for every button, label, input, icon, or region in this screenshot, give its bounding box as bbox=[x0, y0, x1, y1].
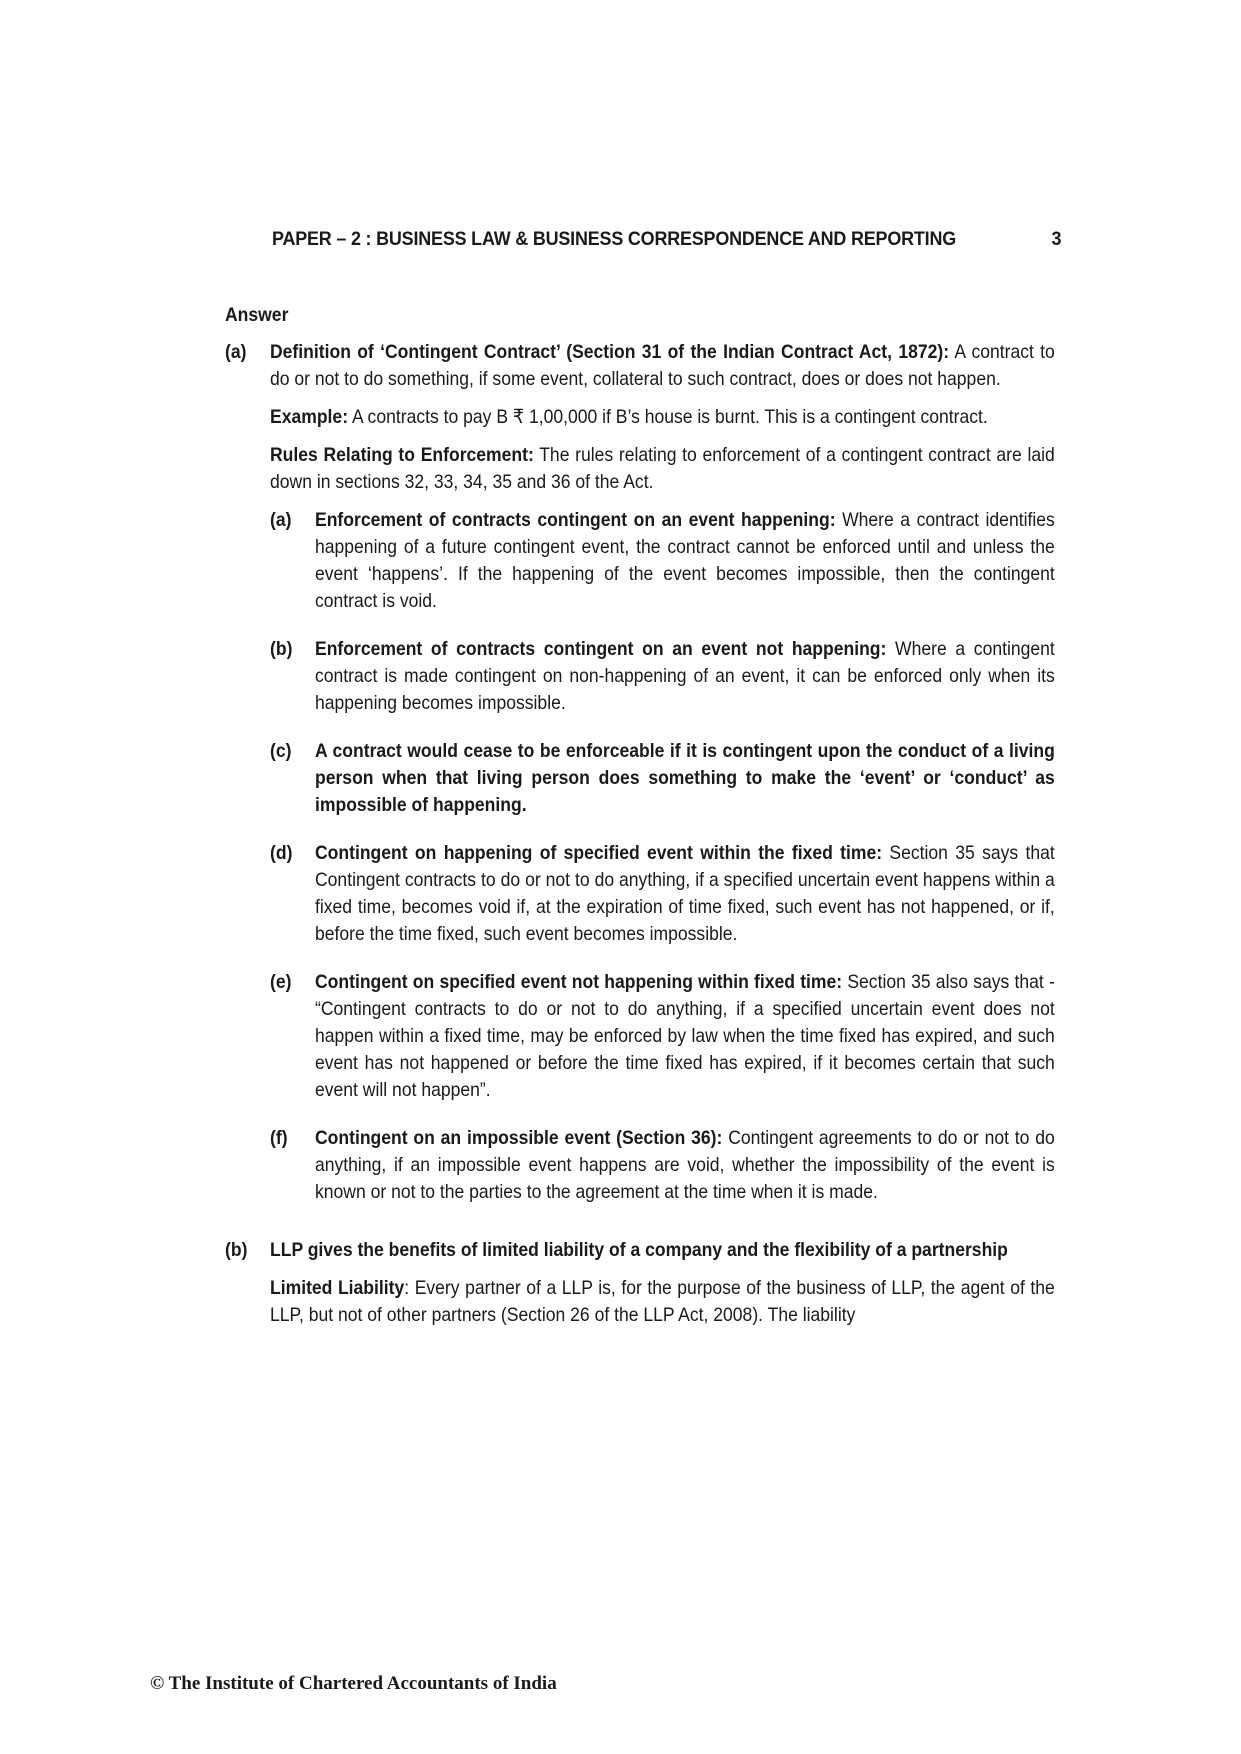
list-item bbox=[270, 1125, 1055, 1217]
list-item-text: Contingent agreements to do or not to do anything, if an impossible event happens are void, whether the impossibility of the event is known or not to the parties to the agreement at the time when it is made. bbox=[315, 1127, 1055, 1203]
list-item-text: Section 35 also says that - “Contingent contracts to do or not to do anything, if a specified uncertain event does not happen within a fixed time, may be enforced by law when the time fixed has expired, and such event has not happened or before the time fixed has expired, if it becomes certain that such event will not happen”. bbox=[315, 971, 1055, 1101]
list-item-heading: Enforcement of contracts contingent on an event not happening: bbox=[315, 638, 887, 660]
answer-heading: Answer bbox=[225, 304, 289, 326]
page-number: 3 bbox=[1051, 228, 1062, 250]
list-item-heading: Enforcement of contracts contingent on an event happening: bbox=[315, 509, 836, 531]
limited-liability-paragraph bbox=[270, 1275, 1055, 1329]
list-item-heading: Contingent on specified event not happening within fixed time: bbox=[315, 971, 843, 993]
list-item bbox=[270, 738, 1055, 830]
list-item-marker: (c) bbox=[270, 740, 292, 762]
definition-heading: Definition of ‘Contingent Contract’ (Section 31 of the Indian Contract Act, 1872): bbox=[270, 341, 950, 363]
list-item-heading: Contingent on happening of specified event within the fixed time: bbox=[315, 842, 883, 864]
list-item-heading: A contract would cease to be enforceable if it is contingent upon the conduct of a living person when that living person does something to make the ‘event’ or ‘conduct’ as impossible of happening. bbox=[315, 740, 1055, 816]
rules-text: The rules relating to enforcement of a contingent contract are laid down in sections 32, 33, 34, 35 and 36 of the Act. bbox=[270, 444, 1055, 493]
copyright-footer: © The Institute of Chartered Accountants of India bbox=[150, 1673, 557, 1694]
list-item-text: Where a contingent contract is made contingent on non-happening of an event, it can be enforced only when its happening becomes impossible. bbox=[315, 638, 1055, 714]
example-text: A contracts to pay B ₹ 1,00,000 if B’s house is burnt. This is a contingent contract. bbox=[348, 406, 988, 428]
answer-part-a bbox=[225, 339, 1055, 1227]
definition-text: A contract to do or not to do something, if some event, collateral to such contract, does or does not happen. bbox=[270, 341, 1055, 390]
rules-heading: Rules Relating to Enforcement: bbox=[270, 444, 534, 466]
example-paragraph bbox=[270, 404, 1055, 431]
rules-paragraph bbox=[270, 442, 1055, 496]
list-item-text: Section 35 says that Contingent contracts to do or not to do anything, if a specified uncertain event happens within a fixed time, becomes void if, at the expiration of time fixed, such event has not happened, or if, before the time fixed, such event becomes impossible. bbox=[315, 842, 1055, 945]
list-item-marker: (d) bbox=[270, 842, 293, 864]
list-item-text: Where a contract identifies happening of a future contingent event, the contract cannot be enforced until and unless the event ‘happens’. If the happening of the event becomes impossible, then the contingent contract is void. bbox=[315, 509, 1055, 612]
main-content bbox=[225, 302, 1055, 1350]
limited-liability-text: : Every partner of a LLP is, for the purpose of the business of LLP, the agent of the LLP, but not of other partners (Section 26 of the LLP Act, 2008). The liability bbox=[270, 1277, 1055, 1326]
list-item-marker: (a) bbox=[270, 509, 292, 531]
part-marker: (a) bbox=[225, 341, 247, 363]
list-item bbox=[270, 840, 1055, 959]
limited-liability-heading: Limited Liability bbox=[270, 1277, 405, 1299]
answer-part-b bbox=[225, 1237, 1055, 1340]
definition-paragraph bbox=[270, 339, 1055, 393]
list-item bbox=[270, 969, 1055, 1115]
enforcement-rules-list bbox=[270, 507, 1055, 1217]
list-item bbox=[270, 507, 1055, 626]
page-header bbox=[272, 228, 1061, 251]
list-item-heading: Contingent on an impossible event (Section 36): bbox=[315, 1127, 723, 1149]
list-item bbox=[270, 636, 1055, 728]
list-item-marker: (e) bbox=[270, 971, 292, 993]
llp-heading: LLP gives the benefits of limited liability of a company and the flexibility of a partnership bbox=[270, 1239, 1008, 1261]
paper-title: PAPER – 2 : BUSINESS LAW & BUSINESS CORRESPONDENCE AND REPORTING bbox=[272, 228, 957, 250]
list-item-marker: (f) bbox=[270, 1127, 288, 1149]
example-heading: Example: bbox=[270, 406, 349, 428]
list-item-marker: (b) bbox=[270, 638, 293, 660]
part-marker: (b) bbox=[225, 1239, 248, 1261]
